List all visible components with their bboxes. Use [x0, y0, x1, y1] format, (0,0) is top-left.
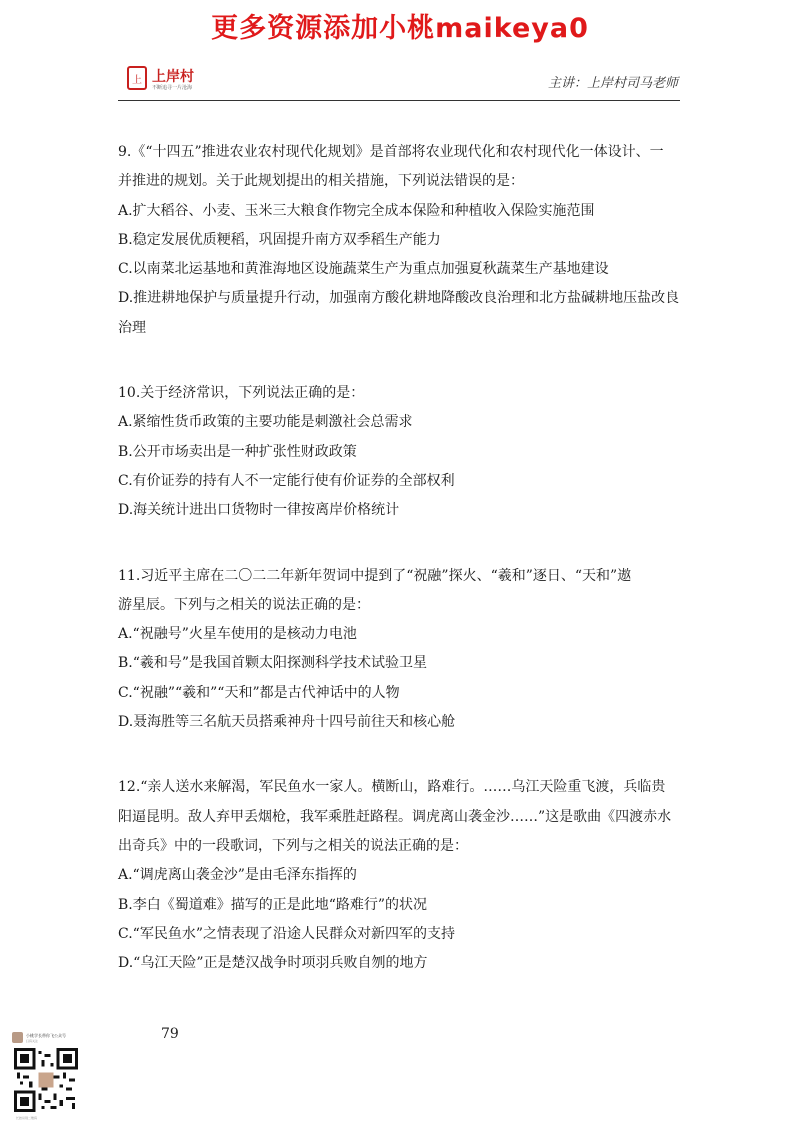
header-divider — [118, 100, 680, 101]
option-d: D.“乌江天险”正是楚汉战争时项羽兵败自刎的地方 — [118, 955, 428, 972]
option-c: C.“军民鱼水”之情表现了沿途人民群众对新四军的支持 — [118, 925, 455, 942]
stem-line: 并推进的规划。关于此规划提出的相关措施，下列说法错误的是： — [118, 173, 524, 190]
logo-name: 上岸村 — [152, 69, 194, 85]
option-c: C.有价证券的持有人不一定能行使有价证券的全部权利 — [118, 472, 455, 489]
promo-banner: 更多资源添加小桃maikeya0 — [211, 13, 589, 44]
option-c: C.“祝融”“羲和”“天和”都是古代神话中的人物 — [118, 684, 400, 701]
page-number: 79 — [161, 1026, 179, 1042]
option-d: D.海关统计进出口货物时一律按离岸价格统计 — [118, 502, 400, 519]
question-stem — [118, 773, 682, 861]
question-9 — [118, 138, 682, 343]
option-a: A.“调虎离山袭金沙”是由毛泽东指挥的 — [118, 867, 357, 884]
qr-footer: 长按识别二维码 — [16, 1116, 38, 1120]
question-10 — [118, 379, 682, 525]
question-11 — [118, 562, 682, 738]
option-d: D.聂海胜等三名航天员搭乘神舟十四号前往天和核心舱 — [118, 714, 456, 731]
stem-line: 阳逼昆明。敌人弃甲丢烟枪，我军乘胜赶路程。调虎离山袭金沙……”这是歌曲《四渡赤水 — [118, 808, 672, 825]
avatar — [12, 1032, 23, 1043]
option-b: B.稳定发展优质粳稻，巩固提升南方双季稻生产能力 — [118, 231, 441, 248]
lecturer-label: 主讲：上岸村司马老师 — [547, 76, 678, 91]
stem-line: 12.“亲人送水来解渴，军民鱼水一家人。横断山，路难行。……乌江天险重飞渡，兵临贵 — [118, 779, 666, 796]
option-a: A.扩大稻谷、小麦、玉米三大粮食作物完全成本保险和种植收入保险实施范围 — [118, 202, 595, 219]
qr-code-icon[interactable] — [14, 1048, 78, 1112]
stem-line: 11.习近平主席在二〇二二年新年贺词中提到了“祝融”探火、“羲和”逐日、“天和”遨 — [118, 567, 632, 584]
question-stem — [118, 379, 682, 408]
option-c: C.以南菜北运基地和黄淮海地区设施蔬菜生产为重点加强夏秋蔬菜生产基地建设 — [118, 261, 609, 278]
option-b: B.“羲和号”是我国首颗太阳探测科学技术试验卫星 — [118, 655, 428, 672]
stem-line: 游星辰。下列与之相关的说法正确的是： — [118, 596, 370, 613]
question-stem — [118, 562, 682, 621]
option-b: B.公开市场卖出是一种扩张性财政政策 — [118, 443, 357, 460]
logo-icon: 上 — [127, 66, 147, 90]
stem-line: 10.关于经济常识，下列说法正确的是： — [118, 385, 365, 402]
option-a: A.“祝融号”火星车使用的是核动力电池 — [118, 626, 357, 643]
question-list — [118, 138, 682, 978]
option-a: A.紧缩性货币政策的主要功能是刺激社会总需求 — [118, 414, 413, 431]
logo-slogan: 不断追寻一片沧海 — [152, 85, 193, 91]
option-d: D.推进耕地保护与质量提升行动，加强南方酸化耕地降酸改良治理和北方盐碱耕地压盐改良 — [118, 290, 680, 307]
qr-title: 小桃学长带你飞公众号 — [26, 1033, 66, 1038]
option-b: B.李白《蜀道难》描写的正是此地“路难行”的状况 — [118, 896, 428, 913]
question-stem — [118, 138, 682, 197]
question-12 — [118, 773, 682, 978]
option-d-continued: 治理 — [118, 319, 146, 336]
stem-line: 9.《“十四五”推进农业农村现代化规划》是首部将农业现代化和农村现代化一体设计、一 — [118, 144, 664, 160]
stem-line: 出奇兵》中的一段歌词，下列与之相关的说法正确的是： — [118, 837, 468, 854]
qr-subtitle: 扫码关注 — [26, 1039, 39, 1043]
